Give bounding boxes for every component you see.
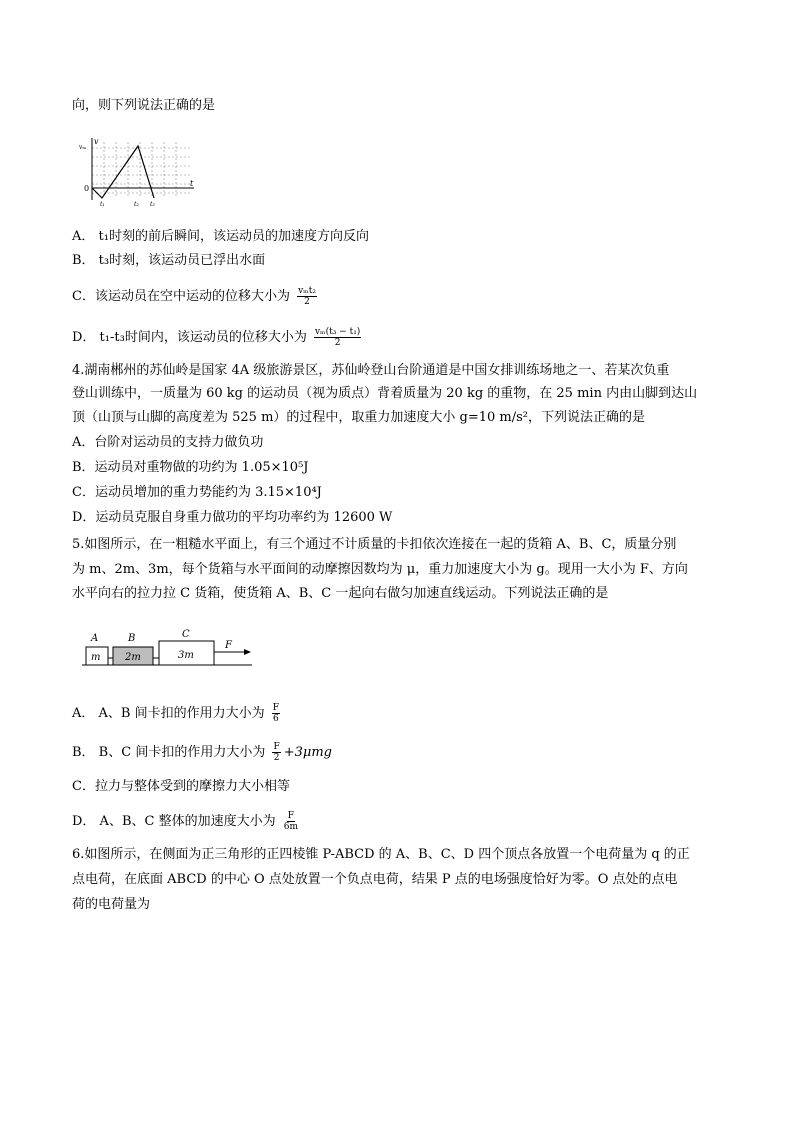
q5-option-d [72,811,302,832]
q3-option-d-text: D． t₁-t₃时间内，该运动员的位移大小为 [72,330,307,345]
boxes-figure [80,628,256,672]
fraction-numerator: F [273,742,280,752]
fraction-numerator: F [287,811,294,821]
q6-stem-line-1: 6.如图所示，在侧面为正三角形的正四棱锥 P-ABCD 的 A、B、C、D 四个顶点各放置一个电荷量为 q 的正 [72,847,690,862]
q3-option-d-fraction [314,327,361,348]
q4-option-a: A．台阶对运动员的支持力做负功 [72,435,264,450]
fraction-denominator: 6 [273,714,279,724]
q5-option-d-text: D． A、B、C 整体的加速度大小为 [72,814,276,829]
fraction-numerator: vₘt₂ [298,286,316,296]
q5-option-a [72,703,283,724]
fraction-numerator: vₘ(t₃ − t₁) [314,327,361,337]
graph-label-t3: t₃ [150,201,155,208]
q3-option-c-fraction [297,286,317,307]
q6-stem-line-3: 荷的电荷量为 [72,897,151,912]
q5-option-b [72,742,332,763]
force-label: F [225,640,232,651]
q4-stem-line-2: 登山训练中，一质量为 60 kg 的运动员（视为质点）背着质量为 20 kg 的重物，在 25 min 内由山脚到达山 [72,386,698,401]
q5-stem-line-1: 5.如图所示，在一粗糙水平面上，有三个通过不计质量的卡扣依次连接在一起的货箱 A、B、C，质量分别 [72,537,677,552]
box-b-mass: 2m [125,652,141,663]
graph-label-origin: 0 [84,184,90,193]
q5-option-b-tail: +3μmg [283,745,332,760]
q5-option-a-text: A． A、B 间卡扣的作用力大小为 [72,706,265,721]
q4-option-d: D．运动员克服自身重力做功的平均功率约为 12600 W [72,510,393,525]
q6-stem-line-2: 点电荷，在底面 ABCD 的中心 O 点处放置一个负点电荷，结果 P 点的电场强度恰好为零。O 点处的点电 [72,872,678,887]
graph-label-vm: vₘ [79,144,87,151]
q3-option-b: B． t₃时刻，该运动员已浮出水面 [72,253,266,268]
fraction-denominator: 2 [273,753,280,763]
graph-label-v: v [94,137,99,146]
graph-label-t2: t₂ [134,201,139,208]
q4-stem-line-3: 顶（山顶与山脚的高度差为 525 m）的过程中，取重力加速度大小 g=10 m/s²，下列说法正确的是 [72,410,646,425]
q5-option-a-fraction [272,703,280,724]
q5-option-c: C．拉力与整体受到的摩擦力大小相等 [72,779,290,794]
q5-option-b-text: B． B、C 间卡扣的作用力大小为 [72,745,266,760]
force-arrow-head [244,649,251,655]
fraction-numerator: F [272,703,279,713]
graph-label-t1: t₁ [100,201,105,208]
q4-option-c: C．运动员增加的重力势能约为 3.15×10⁴J [72,485,322,500]
q4-stem-line-1: 4.湖南郴州的苏仙岭是国家 4A 级旅游景区，苏仙岭登山台阶通道是中国女排训练场地之一、若某次负重 [72,363,670,378]
fraction-denominator: 2 [334,338,341,348]
q3-option-a: A． t₁时刻的前后瞬间，该运动员的加速度方向反向 [72,229,369,244]
q3-stem-tail: 向，则下列说法正确的是 [72,98,216,113]
box-b-label: B [128,633,136,644]
q5-option-d-fraction [283,811,299,832]
graph-label-t: t [190,179,194,188]
velocity-line [92,146,154,198]
box-c-label: C [182,629,190,640]
fraction-denominator: 6m [283,822,298,832]
box-a-label: A [91,633,99,644]
q5-stem-line-3: 水平向右的拉力拉 C 货箱，使货箱 A、B、C 一起向右做匀加速直线运动。下列说法正确的是 [72,586,609,601]
box-a-mass: m [91,652,101,663]
q3-option-c-text: C．该运动员在空中运动的位移大小为 [72,289,290,304]
fraction-denominator: 2 [304,297,310,307]
q3-option-d [72,327,364,348]
q4-option-b: B．运动员对重物做的功约为 1.05×10⁵J [72,460,309,475]
q3-option-c [72,286,320,307]
box-c-mass: 3m [178,650,194,661]
q5-stem-line-2: 为 m、2m、3m，每个货箱与水平面间的动摩擦因数均为 μ，重力加速度大小为 g。现用一大小为 F、方向 [72,562,688,577]
vt-graph [78,136,198,208]
q5-option-b-fraction [272,742,280,763]
